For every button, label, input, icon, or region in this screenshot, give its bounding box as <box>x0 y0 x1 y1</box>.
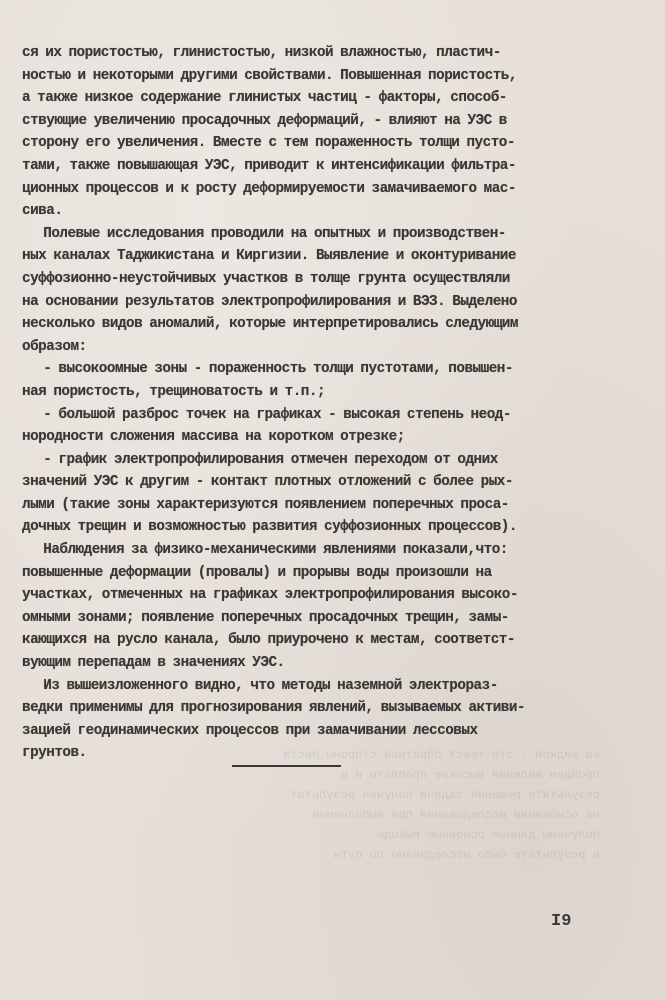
text-line: дочных трещин и возможностью развития суффозионных процессов). <box>22 519 517 536</box>
text-line: - высокоомные зоны - пораженность толщи пустотами, повышен- <box>22 361 513 378</box>
text-line: Наблюдения за физико-механическими явлениями показали,что: <box>22 542 508 559</box>
text-line: значений УЭС к другим - контакт плотных отложений с более рых- <box>22 474 513 491</box>
text-line: а также низкое содержание глинистых частиц - факторы, способ- <box>22 90 507 107</box>
text-line: несколько видов аномалий, которые интерпретировались следующим <box>22 316 518 333</box>
text-line: сторону его увеличения. Вместе с тем пораженность толщи пусто- <box>22 135 515 152</box>
end-divider-rule <box>232 765 341 767</box>
text-line: Из вышеизложенного видно, что методы наземной электрораз- <box>22 677 498 694</box>
text-line: ведки применимы для прогнозирования явлений, вызываемых активи- <box>22 700 526 717</box>
text-line: ционных процессов и к росту деформируемости замачиваемого мас- <box>22 180 516 197</box>
bleed-through-text: ка жидкой - это текст обратной стороны листа пройден явлений высокие проплаты и в результате решения задачи получен результат на основании исследований при выполнении получены данные основные выводы в результате было исследовано по пути <box>283 748 600 862</box>
text-line: кающихся на русло канала, было приурочено к местам, соответст- <box>22 632 515 649</box>
page-number: I9 <box>551 912 572 931</box>
text-line: на основании результатов электропрофилирования и ВЭЗ. Выделено <box>22 293 517 310</box>
text-line: лыми (такие зоны характеризуются появлением поперечных проса- <box>22 496 509 513</box>
text-line: - график электропрофилирования отмечен переходом от одних <box>22 451 498 468</box>
text-line: образом: <box>22 338 87 355</box>
text-line: - большой разброс точек на графиках - высокая степень неод- <box>22 406 511 423</box>
text-line: повышенные деформации (провалы) и прорывы воды произошли на <box>22 564 492 581</box>
body-text <box>22 42 618 765</box>
text-line: ствующие увеличению просадочных деформаций, - влияют на УЭС в <box>22 112 507 129</box>
text-line: суффозионно-неустойчивых участков в толще грунта осуществляли <box>22 270 510 287</box>
text-line: ная пористость, трещиноватость и т.п.; <box>22 383 326 400</box>
text-line: тами, также повышающая УЭС, приводит к интенсификации фильтра- <box>22 157 516 174</box>
text-line: зацией геодинамических процессов при замачивании лессовых <box>22 722 478 739</box>
text-line: омными зонами; появление поперечных просадочных трещин, замы- <box>22 609 509 626</box>
text-line: ся их пористостью, глинистостью, низкой влажностью, пластич- <box>22 45 501 61</box>
text-line: сива. <box>22 203 63 220</box>
text-line: ностью и некоторыми другими свойствами. Повышенная пористость, <box>22 67 517 84</box>
text-line: участках, отмеченных на графиках электропрофилирования высоко- <box>22 587 518 604</box>
text-line: нородности сложения массива на коротком отрезке; <box>22 429 405 446</box>
text-line: ных каналах Таджикистана и Киргизии. Выявление и оконтуривание <box>22 248 516 265</box>
text-line: вующим перепадам в значениях УЭС. <box>22 655 285 672</box>
text-line: Полевые исследования проводили на опытных и производствен- <box>22 225 506 242</box>
text-line: грунтов. <box>22 745 87 762</box>
